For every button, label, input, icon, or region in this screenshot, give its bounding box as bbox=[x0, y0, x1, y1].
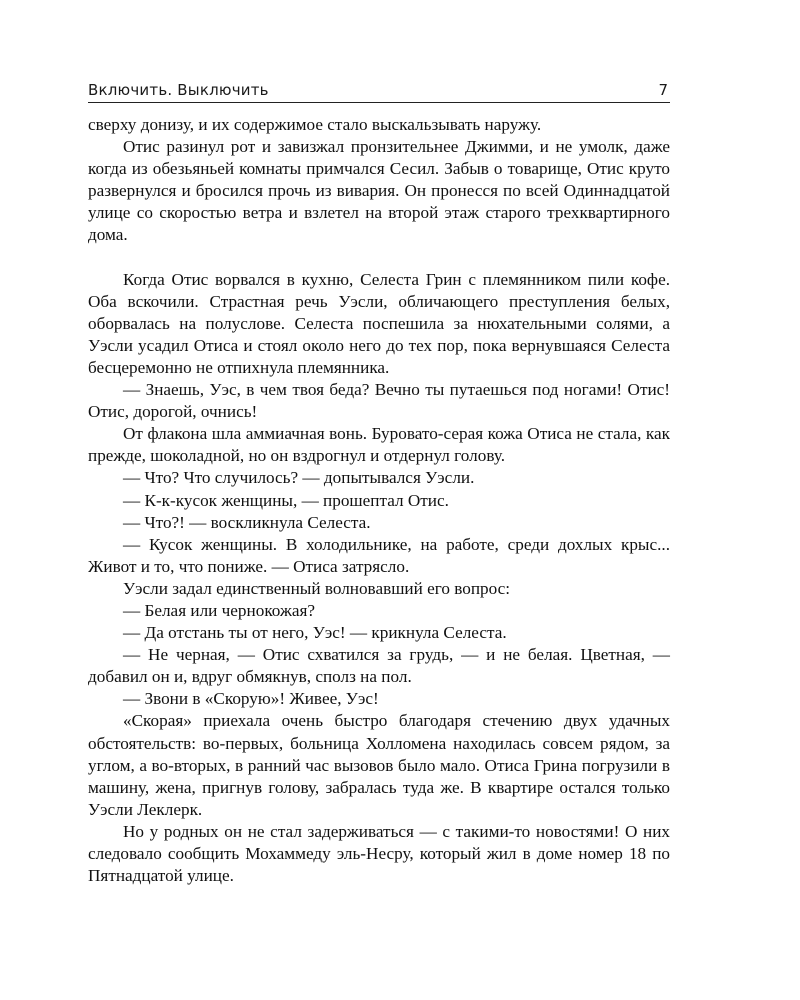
dialogue-line: — Не черная, — Отис схватился за грудь, — и не белая. Цветная, — добавил он и, вдруг обмякнув, сполз на пол. bbox=[88, 645, 670, 687]
dialogue-line: — Белая или чернокожая? bbox=[123, 600, 315, 620]
running-header bbox=[88, 80, 670, 103]
dialogue-line: — Знаешь, Уэс, в чем твоя беда? Вечно ты путаешься под ногами! Отис! Отис, дорогой, очнись! bbox=[88, 380, 670, 422]
paragraph-continuation: сверху донизу, и их содержимое стало выскальзывать наружу. bbox=[88, 115, 542, 134]
paragraph: Отис разинул рот и завизжал пронзительнее Джимми, и не умолк, даже когда из обезьяньей комнаты примчался Сесил. Забыв о товарище, Отис круто развернулся и бросился прочь из вивария. Он пронесся по всей Одиннадцатой улице со скоростью ветра и взлетел на второй этаж старого трехквартирного дома. bbox=[88, 137, 670, 245]
dialogue-line: — Звони в «Скорую»! Живее, Уэс! bbox=[123, 689, 379, 709]
body-text bbox=[88, 114, 670, 887]
dialogue-line: — Что? Что случилось? — допытывался Уэсли. bbox=[123, 468, 475, 488]
dialogue-line: — Да отстань ты от него, Уэс! — крикнула Селеста. bbox=[123, 623, 507, 643]
paragraph: Уэсли задал единственный волновавший его вопрос: bbox=[123, 578, 511, 598]
paragraph: «Скорая» приехала очень быстро благодаря стечению двух удачных обстоятельств: во-первых, больница Холломена находилась совсем рядом, за углом, а во-вторых, в ранний час вызовов было мало. Отиса Грина погрузили в машину, жена, пригнув голову, забралась туда же. В квартире остался только Уэсли Леклерк. bbox=[88, 711, 670, 819]
paragraph: Но у родных он не стал задерживаться — с такими-то новостями! О них следовало сообщить Мохаммеду эль-Несру, который жил в доме номер 18 по Пятнадцатой улице. bbox=[88, 821, 670, 886]
paragraph-section-start: Когда Отис ворвался в кухню, Селеста Грин с племянником пили кофе. Оба вскочили. Страстная речь Уэсли, обличающего преступления белых, оборвалась на полуслове. Селеста поспешила за нюхательными солями, а Уэсли усадил Отиса и стоял около него до тех пор, пока вернувшаяся Селеста бесцеремонно не отпихнула племянника. bbox=[88, 269, 670, 377]
dialogue-line: — Что?! — воскликнула Селеста. bbox=[123, 512, 371, 532]
page-number: 7 bbox=[658, 81, 668, 99]
dialogue-line: — Кусок женщины. В холодильнике, на работе, среди дохлых крыс... Живот и то, что пониже. — Отиса затрясло. bbox=[88, 534, 670, 576]
dialogue-line: — К-к-кусок женщины, — прошептал Отис. bbox=[123, 490, 449, 510]
paragraph: От флакона шла аммиачная вонь. Буровато-серая кожа Отиса не стала, как прежде, шоколадной, но он вздрогнул и отдернул голову. bbox=[88, 424, 670, 466]
running-title: Включить. Выключить bbox=[88, 81, 269, 99]
